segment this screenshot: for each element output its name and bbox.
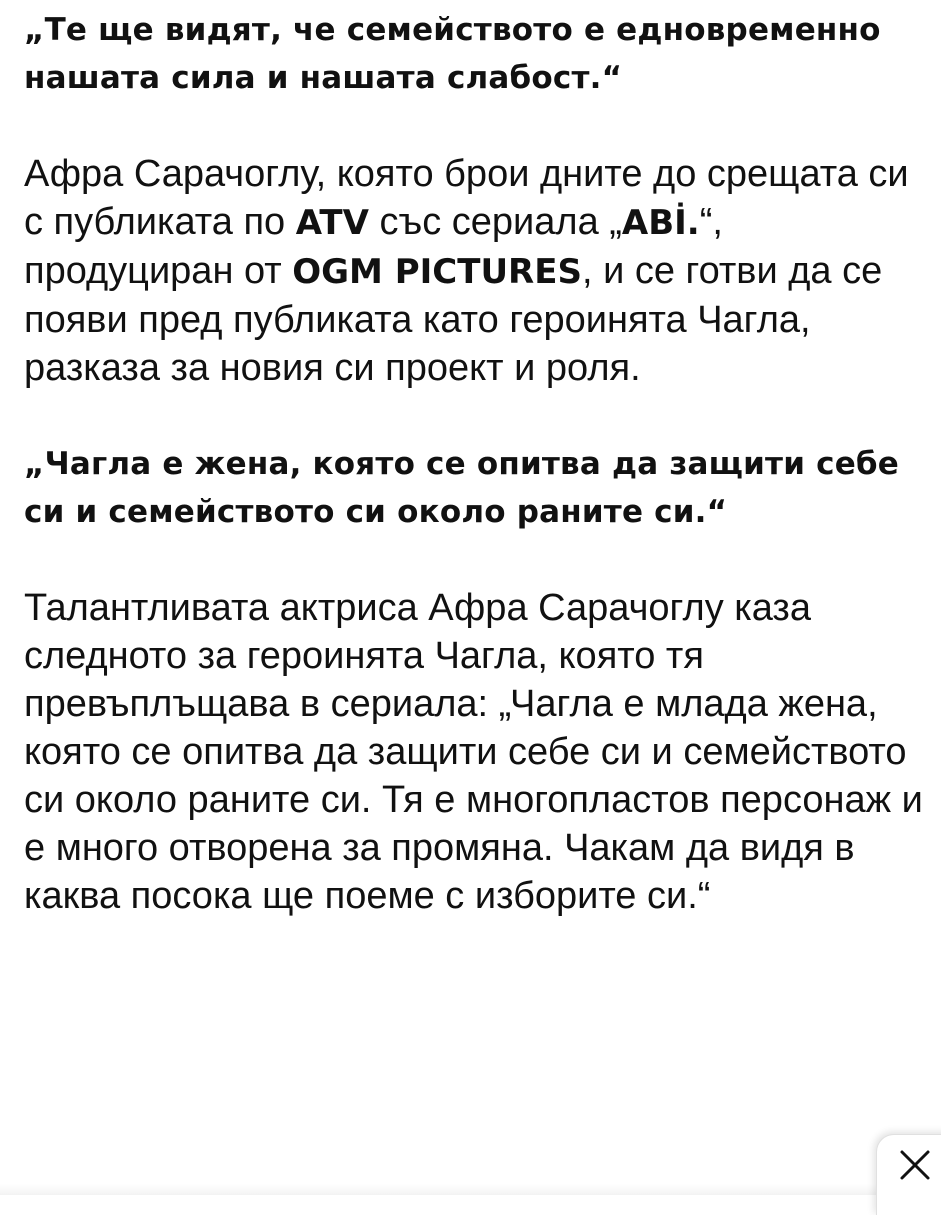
- intro-text-1: Афра Сарачоглу, която брои дните до срещата си с публиката по: [24, 153, 909, 243]
- intro-text-4: , и се готви да се появи пред публиката като героинята Чагла, разказа за новия си проект и роля.: [24, 250, 883, 389]
- producer-name: OGM PICTURES: [292, 252, 582, 292]
- series-name: ABİ.: [621, 203, 700, 243]
- character-paragraph: Талантливата актриса Афра Сарачоглу каза следното за героинята Чагла, която тя превъплъщава в сериала: „Чагла е млада жена, която се опитва да защити себе си и семейството си около раните си. Тя е многопластов персонаж и е много отворена за промяна. Чакам да видя в каква посока ще поеме с изборите си.“: [24, 587, 923, 917]
- channel-name: ATV: [295, 203, 369, 243]
- close-icon: [899, 1149, 931, 1181]
- intro-text-2: със сериала „: [368, 201, 622, 243]
- paragraph-spacer: [24, 392, 924, 440]
- quote-heading-chagla: „Чагла е жена, която се опитва да защити себе си и семейството си около раните си.“: [24, 446, 900, 530]
- quote-heading-family: „Те ще видят, че семейството е едновременно нашата сила и нашата слабост.“: [24, 12, 881, 96]
- intro-text-3: “, продуциран от: [24, 201, 723, 292]
- close-button[interactable]: [876, 1134, 941, 1215]
- intro-paragraph: [24, 150, 924, 392]
- paragraph-spacer: [24, 536, 924, 584]
- article-body: [24, 6, 924, 920]
- paragraph-spacer: [24, 102, 924, 150]
- bottom-edge-shade: [0, 1184, 941, 1195]
